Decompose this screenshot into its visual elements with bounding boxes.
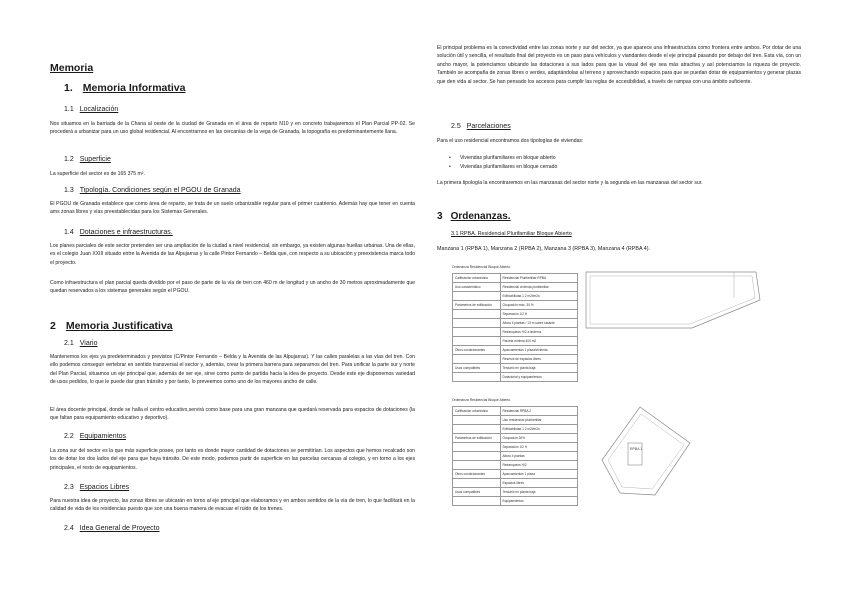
subsection-2-3-heading: 2.3 Espacios Libres: [64, 484, 130, 491]
table-cell-label: Calificación urbanística: [453, 274, 501, 283]
subsection-2-2-heading: 2.2 Equipamientos: [64, 433, 127, 440]
tipologias-list: [447, 154, 787, 172]
paragraph-idea-proyecto: El principal problema es la conectividad entre las zonas norte y sur del sector, ya que aparece una infraestructura como frontera entre ambos. Por dotar de una solución útil y sencilla, el resultado final del proyecto es un paso para vehículos y viandantes desde el eje principal pasando por debajo del tren. Esta vía, con un ancho mayor, la potenciamos ubicando las dotaciones a sus lados para que la visual del eje sea más atractiva y así potenciamos la riqueza de proyecto. También se acompaña de zonas libres o verdes, adaptándolas al terreno y aprovechando espacios para que se puedan dotar de equipamientos y generar plazas que den vida al sector. Se han pensado los accesos para cumplir las reglas de accesibilidad, a través de rampas con una ámbito suficiente.: [437, 45, 801, 85]
table-cell-value: Dotacional y equipamientos: [500, 373, 578, 382]
table-row: [453, 479, 578, 488]
table-row: [453, 364, 578, 373]
table-cell-label: [453, 337, 501, 346]
table-cell-value: Aparcamientos 1 plaza/vivienda: [500, 346, 578, 355]
table-cell-label: Usos compatibles: [453, 364, 501, 373]
memoria-heading: Memoria: [50, 62, 94, 74]
table-cell-label: [453, 310, 501, 319]
table-row: [453, 328, 578, 337]
table-cell-label: [453, 328, 501, 337]
table-cell-value: Altura 4 plantas: [500, 452, 578, 461]
table-1-title: Ordenanza Residencial Bloque Abierto: [452, 265, 511, 269]
table-row: [453, 443, 578, 452]
table-cell-value: Terciario en planta baja: [500, 488, 578, 497]
paragraph-parcelaciones: Para el uso residencial encontramos dos tipologías de viviendas:: [437, 138, 584, 144]
table-cell-value: Espacios libres: [500, 479, 578, 488]
subsection-1-4-heading: 1.4 Dotaciones e infraestructuras.: [64, 229, 173, 236]
table-cell-label: [453, 461, 501, 470]
section-title: Memoria Informativa: [82, 82, 186, 94]
list-item: • Viviendas plurifamiliares en bloque abierto: [447, 154, 787, 163]
table-cell-value: Ocupación 30%: [500, 434, 578, 443]
table-cell-label: [453, 319, 501, 328]
table-row: [453, 452, 578, 461]
table-row: [453, 283, 578, 292]
table-cell-label: Parámetros de edificación: [453, 301, 501, 310]
subsection-3-1-heading: 3.1 RPBA. Residencial Plurifamiliar Bloque Abierto: [451, 231, 572, 237]
subsection-2-4-heading: 2.4 Idea General de Proyecto: [64, 525, 160, 532]
subsection-2-5-heading: 2.5 Parcelaciones: [451, 123, 511, 130]
subsection-1-3-heading: 1.3 Tipología. Condiciones según el PGOU de Granada: [64, 187, 241, 194]
table-cell-label: [453, 292, 501, 301]
paragraph-infraestructura: Como infraestructura el plan parcial queda dividido por el paso de parte de la vía de tren con 460 m de longitud y un ancho de 30 metros aproximadamente que quedan reservados a los sistemas generales según el PGOU.: [50, 280, 415, 295]
section-2-heading: 2 Memoria Justificativa: [50, 320, 173, 332]
table-cell-label: Otros condicionantes: [453, 346, 501, 355]
subsection-2-1-heading: 2.1 Viario: [64, 340, 98, 347]
ordinance-table-2: [452, 406, 578, 506]
table-cell-value: Equipamientos: [500, 497, 578, 506]
paragraph-equipamientos: La zona sur del sector es la que más superficie posee, por tanto es donde mayor cantidad de dotaciones se permitirían. Los aspectos que hemos recalcado son los de dotar los dos lados del eje para que haya tránsito. De este modo, podemos partir de superficie en las parcelas cercanas al colegio, y en torno a los ejes principales, el resto de equipamientos.: [50, 448, 415, 471]
paragraph-localizacion: Nos situamos en la barriada de la Chana al oeste de la ciudad de Granada en el área de reparto N10 y en concreto trabajaremos el Plan Parcial PP-02. Se procederá a urbanizar para un uso global residencial. Al encontrarnos en las cercanías de la vega de Granada, la topografía es predominantemente llana.: [50, 121, 415, 136]
paragraph-area-docente: El área docente principal, donde se halla el centro educativo,servirá como base para una gran manzana que quedará reservada para espacios de dotaciones (la que faltan para equipamiento educativo y deportivo).: [50, 407, 415, 422]
table-cell-value: Residencial RPBA 2: [500, 407, 578, 416]
parcel-plan-drawing-1: [584, 268, 769, 388]
table-cell-label: [453, 452, 501, 461]
table-cell-label: [453, 443, 501, 452]
table-row: [453, 434, 578, 443]
ordinance-table-1: [452, 273, 578, 382]
list-item: • Viviendas plurifamiliares en bloque cerrado: [447, 163, 787, 172]
table-cell-label: Usos compatibles: [453, 488, 501, 497]
section-3-heading: 3 Ordenanzas.: [437, 211, 511, 222]
table-cell-value: Uso residencial plurifamiliar: [500, 416, 578, 425]
subsection-1-2-heading: 1.2 Superficie: [64, 156, 111, 163]
table-cell-value: Residencial vivienda plurifamiliar: [500, 283, 578, 292]
table-row: [453, 407, 578, 416]
table-cell-label: [453, 373, 501, 382]
table-cell-label: Uso característico: [453, 283, 501, 292]
table-cell-value: Retranqueos H/2 a linderos: [500, 328, 578, 337]
table-row: [453, 337, 578, 346]
table-cell-label: [453, 497, 501, 506]
table-row: [453, 319, 578, 328]
table-row: [453, 373, 578, 382]
table-cell-label: [453, 416, 501, 425]
table-cell-label: [453, 355, 501, 364]
table-cell-value: Residencial Plurifamiliar RPBA: [500, 274, 578, 283]
table-row: [453, 301, 578, 310]
table-cell-value: Edificabilidad 1,2 m2t/m2s: [500, 292, 578, 301]
table-cell-label: [453, 479, 501, 488]
table-row: [453, 425, 578, 434]
paragraph-tipologia-ubicacion: La primera tipología la encontraremos en las manzanas del sector norte y la segunda en las manzanas del sector sur.: [437, 180, 703, 186]
table-cell-label: Calificación urbanística: [453, 407, 501, 416]
section-number: 1.: [64, 82, 73, 94]
paragraph-superficie: La superficie del sector es de 165 375 m².: [50, 171, 145, 177]
table-2-title: Ordenanza Residencial Bloque Abierto: [452, 398, 511, 402]
table-row: [453, 470, 578, 479]
table-cell-value: Aparcamientos 1 plaza: [500, 470, 578, 479]
table-row: [453, 310, 578, 319]
table-row: [453, 346, 578, 355]
table-cell-value: Altura 4 plantas / 13 m sobre rasante: [500, 319, 578, 328]
table-row: [453, 497, 578, 506]
table-cell-value: Edificabilidad 1,2 m2t/m2s: [500, 425, 578, 434]
table-row: [453, 355, 578, 364]
manzanas-list-text: Manzana 1 (RPBA 1), Manzana 2 (RPBA 2), Manzana 3 (RPBA 3), Manzana 4 (RPBA 4).: [437, 246, 651, 252]
section-1-heading: [64, 82, 185, 94]
table-cell-value: Retranqueos H/2: [500, 461, 578, 470]
table-row: [453, 461, 578, 470]
table-row: [453, 416, 578, 425]
table-row: [453, 488, 578, 497]
parcel-plan-drawing-2: [600, 405, 700, 515]
table-cell-value: Separación 1/2 H: [500, 443, 578, 452]
table-cell-value: Separación 1/2 H: [500, 310, 578, 319]
paragraph-dotaciones: Los planes parciales de este sector pretenden ser una ampliación de la ciudad a nivel residencial, sin embargo, ya existen algunas huellas urbanas. Una de ellas, es el colegio Juan XXIII situado entre la Avenida de las Alpujarras y la calle Pintor Fernando – Belda que, con respecto a su ubicación y preexistencia marca todo el proyecto.: [50, 243, 415, 266]
table-cell-value: Reserva de espacios libres: [500, 355, 578, 364]
table-row: [453, 292, 578, 301]
table-cell-value: Parcela mínima 400 m2: [500, 337, 578, 346]
table-cell-label: Parámetros de edificación: [453, 434, 501, 443]
table-cell-label: Otros condicionantes: [453, 470, 501, 479]
table-cell-value: Ocupación máx. 30 %: [500, 301, 578, 310]
table-cell-value: Terciario en planta baja: [500, 364, 578, 373]
paragraph-espacios-libres: Para nuestra idea de proyecto, las zonas libres se ubicarán en torno al eje principal que elaboramos y en ambos sentidos de la vía de tren, lo que facilitará en la calidad de vida de los residencias puesto que son una buena manera de evacuar el ruido de los trenes.: [50, 498, 415, 513]
paragraph-viario: Mantenemos los ejes ya predeterminados y previstos (C/Pintor Fernando – Belda y la Avenida de las Alpujarras). Y las calles paralelas a las vías del tren. Con ello podemos conseguir vertebrar en sentido transversal el sector y, además, crear la primera barrera para separarnos del tren. Para unificar la parte sur y norte del Plan Parcial, situamos un eje principal que, además de ser eje, sirve como punto de partida hacia la idea de proyecto. Desde este eje disponemos variedad de usos pedidos, lo que le puede dar gran tránsito y por tanto, lo preveemos como uno de los mayores ancho de calle.: [50, 354, 415, 386]
paragraph-tipologia: El PGOU de Granada establece que como área de reparto, se trata de un suelo urbanizable regular para el primer cuatrienio. Además hay que tener en cuenta ams zonas libres y vías preestablecidas para los Sistemas Generales.: [50, 201, 415, 216]
subsection-1-1-heading: 1.1 Localización: [64, 106, 119, 113]
table-row: [453, 274, 578, 283]
plan-label: RPBA 1: [630, 447, 643, 451]
table-cell-label: [453, 425, 501, 434]
